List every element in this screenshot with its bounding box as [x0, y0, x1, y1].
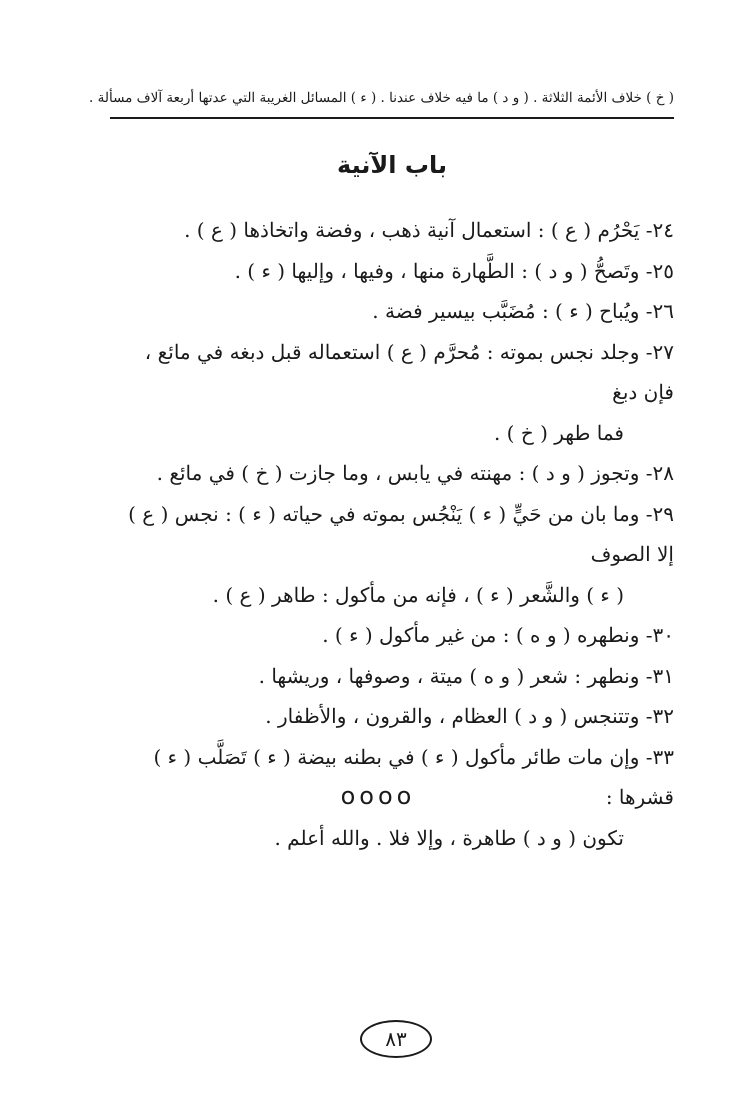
ruling-continuation-line: تكون ( و د ) طاهرة ، وإلا فلا . والله أعلم .	[274, 825, 624, 850]
ruling-first-line	[110, 696, 674, 737]
ruling-first-line	[110, 494, 674, 575]
ruling-number: ٢٨-	[645, 461, 674, 485]
ruling-number: ٢٦-	[645, 299, 674, 323]
chapter-title: باب الآنية	[337, 151, 447, 179]
ruling-text: وما بان من حَيٍّ ( ء ) يَنْجُس بموته في حياته ( ء ) : نجس ( ع ) إلا الصوف	[128, 501, 674, 566]
ruling-continuation-line: فما طهر ( خ ) .	[493, 420, 624, 445]
ruling-number: ٣١-	[645, 663, 674, 688]
ruling-item	[110, 251, 674, 292]
ruling-number: ٣٢-	[645, 704, 674, 728]
ruling-text: ونطهر : شعر ( و ه ) ميتة ، وصوفها ، وريشها .	[258, 663, 640, 688]
ruling-first-line	[110, 291, 674, 332]
ruling-text: وجلد نجس بموته : مُحرَّم ( ع ) استعماله قبل دبغه في مائع ، فإن دبغ	[144, 339, 674, 404]
ruling-text: يَحْرُم ( ع ) : استعمال آنية ذهب ، وفضة واتخاذها ( ع ) .	[184, 218, 640, 242]
rulings-list	[110, 210, 674, 858]
ruling-number: ٢٩-	[645, 501, 674, 526]
ruling-item	[110, 696, 674, 737]
ruling-item	[110, 615, 674, 656]
ruling-item	[110, 291, 674, 332]
ruling-text: وتجوز ( و د ) : مهنته في يابس ، وما جازت ( خ ) في مائع .	[156, 461, 640, 485]
ruling-text: وتَصحُّ ( و د ) : الطَّهارة منها ، وفيها ، وإليها ( ء ) .	[234, 258, 640, 283]
ruling-first-line	[110, 210, 674, 251]
ruling-item	[110, 656, 674, 697]
header-rule	[110, 117, 674, 119]
ruling-number: ٣٠-	[645, 623, 674, 647]
ruling-item	[110, 210, 674, 251]
ruling-item	[110, 332, 674, 454]
ruling-text: ونطهره ( و ه ) : من غير مأكول ( ء ) .	[322, 623, 640, 647]
ruling-first-line	[110, 251, 674, 292]
ruling-item	[110, 453, 674, 494]
ruling-first-line	[110, 332, 674, 413]
ruling-text: ويُباح ( ء ) : مُضَبَّب بيسير فضة .	[372, 299, 640, 323]
ruling-item	[110, 494, 674, 616]
running-header: ( خ ) خلاف الأئمة الثلاثة . ( و د ) ما فيه خلاف عندنا . ( ء ) المسائل الغريبة التي عدتها أربعة آلاف مسألة .	[89, 90, 674, 106]
ruling-number: ٣٣-	[645, 744, 674, 769]
ruling-first-line	[110, 656, 674, 697]
ruling-number: ٢٤-	[645, 218, 674, 242]
ruling-first-line	[110, 453, 674, 494]
ruling-first-line	[110, 615, 674, 656]
ruling-continuation-line: ( ء ) والشَّعر ( ء ) ، فإنه من مأكول : طاهر ( ع ) .	[212, 582, 624, 607]
ruling-text: وتتنجس ( و د ) العظام ، والقرون ، والأظفار .	[265, 704, 640, 728]
ruling-number: ٢٥-	[645, 258, 674, 283]
ruling-number: ٢٧-	[645, 339, 674, 364]
page-number: ٨٣	[360, 1020, 432, 1058]
section-separator: oooo	[340, 782, 416, 810]
ruling-text: وإن مات طائر مأكول ( ء ) في بطنه بيضة ( ء ) تَصَلَّب ( ء ) قشرها :	[153, 744, 674, 809]
